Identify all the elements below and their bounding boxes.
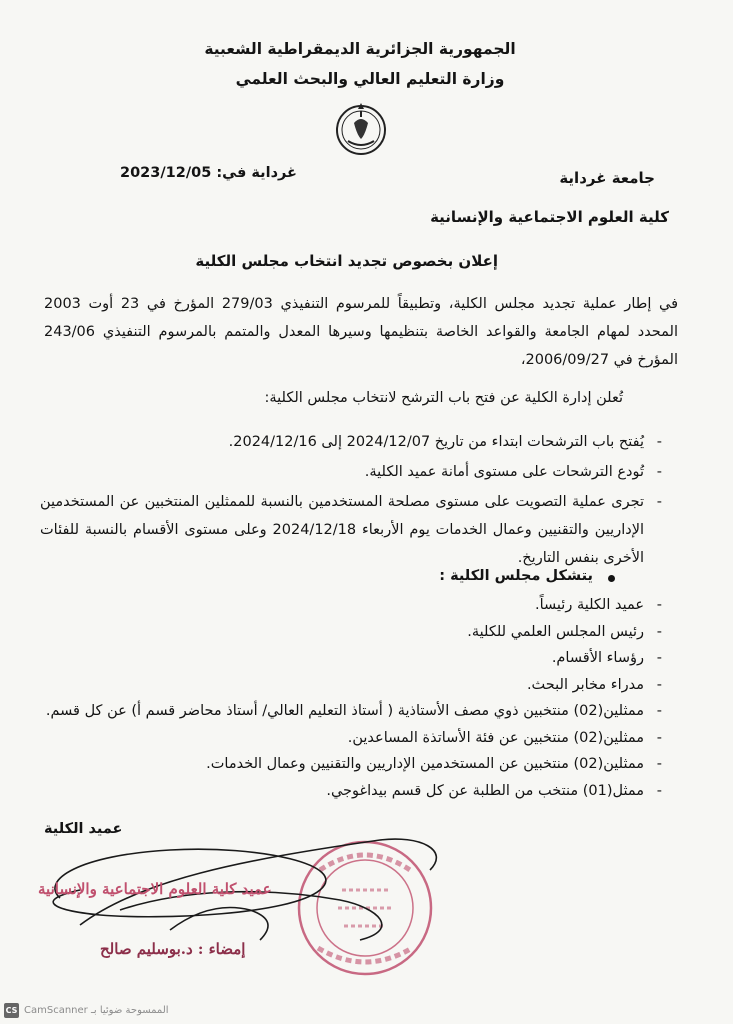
list-item: - ممثلين(02) منتخبين عن المستخدمين الإداريين والتقنيين وعمال الخدمات. [30,751,666,778]
dean-stamp-text: عميد كلية العلوم الاجتماعية والإنسانية [38,880,272,898]
list-item: - تُودع الترشحات على مستوى أمانة عميد الكلية. [40,458,666,486]
composition-heading-text: يتشكل مجلس الكلية : [439,568,593,584]
composition-heading [439,568,593,584]
camscanner-logo-icon: CS [4,1003,19,1018]
list-item: - ممثل(01) منتخب من الطلبة عن كل قسم بيداغوجي. [30,778,666,805]
bullet-icon [608,575,615,582]
list-item: - رئيس المجلس العلمي للكلية. [30,619,666,646]
procedures-list [40,428,666,574]
camscanner-text: الممسوحة ضوئيا بـ CamScanner [24,1005,169,1016]
republic-heading: الجمهورية الجزائرية الديمقراطية الشعبية [204,40,516,58]
national-emblem-icon [330,97,392,159]
intro-paragraph: في إطار عملية تجديد مجلس الكلية، وتطبيقاً للمرسوم التنفيذي 279/03 المؤرخ في 23 أوت 2003 المحدد لمهام الجامعة والقواعد الخاصة بتنظيمها وسيرها المعدل والمتمم بالمرسوم التنفيذي 243/06 المؤرخ في 2006/09/27، [44,296,678,368]
list-item: - مدراء مخابر البحث. [30,672,666,699]
list-item: - تجرى عملية التصويت على مستوى مصلحة المستخدمين بالنسبة للممثلين المنتخبين عن المستخدمين الإداريين والتقنيين وعمال الخدمات يوم الأربعاء 2024/12/18 وعلى مستوى الأقسام بالنسبة للفئات الأخرى بنفس التاريخ. [40,488,666,572]
list-item: - ممثلين(02) منتخبين ذوي مصف الأستاذية ( أستاذ التعليم العالي/ أستاذ محاضر قسم أ) عن كل قسم. [30,698,666,725]
signer-name: إمضاء : د.بوسليم صالح [100,940,246,958]
place-date: غرداية في: 2023/12/05 [120,165,297,181]
announcement-title: إعلان بخصوص تجديد انتخاب مجلس الكلية [195,252,498,270]
announcement-sentence: تُعلن إدارة الكلية عن فتح باب الترشح لانتخاب مجلس الكلية: [264,390,623,406]
list-item: - ممثلين(02) منتخبين عن فئة الأساتذة المساعدين. [30,725,666,752]
list-item: - يُفتح باب الترشحات ابتداء من تاريخ 2024/12/07 إلى 2024/12/16. [40,428,666,456]
dean-label: عميد الكلية [44,821,123,837]
ministry-heading: وزارة التعليم العالي والبحث العلمي [235,70,505,88]
council-members-list [30,592,666,804]
university-name: جامعة غرداية [559,169,655,187]
faculty-name: كلية العلوم الاجتماعية والإنسانية [430,208,669,226]
list-item: - عميد الكلية رئيساً. [30,592,666,619]
scanner-watermark [0,1000,200,1024]
list-item: - رؤساء الأقسام. [30,645,666,672]
